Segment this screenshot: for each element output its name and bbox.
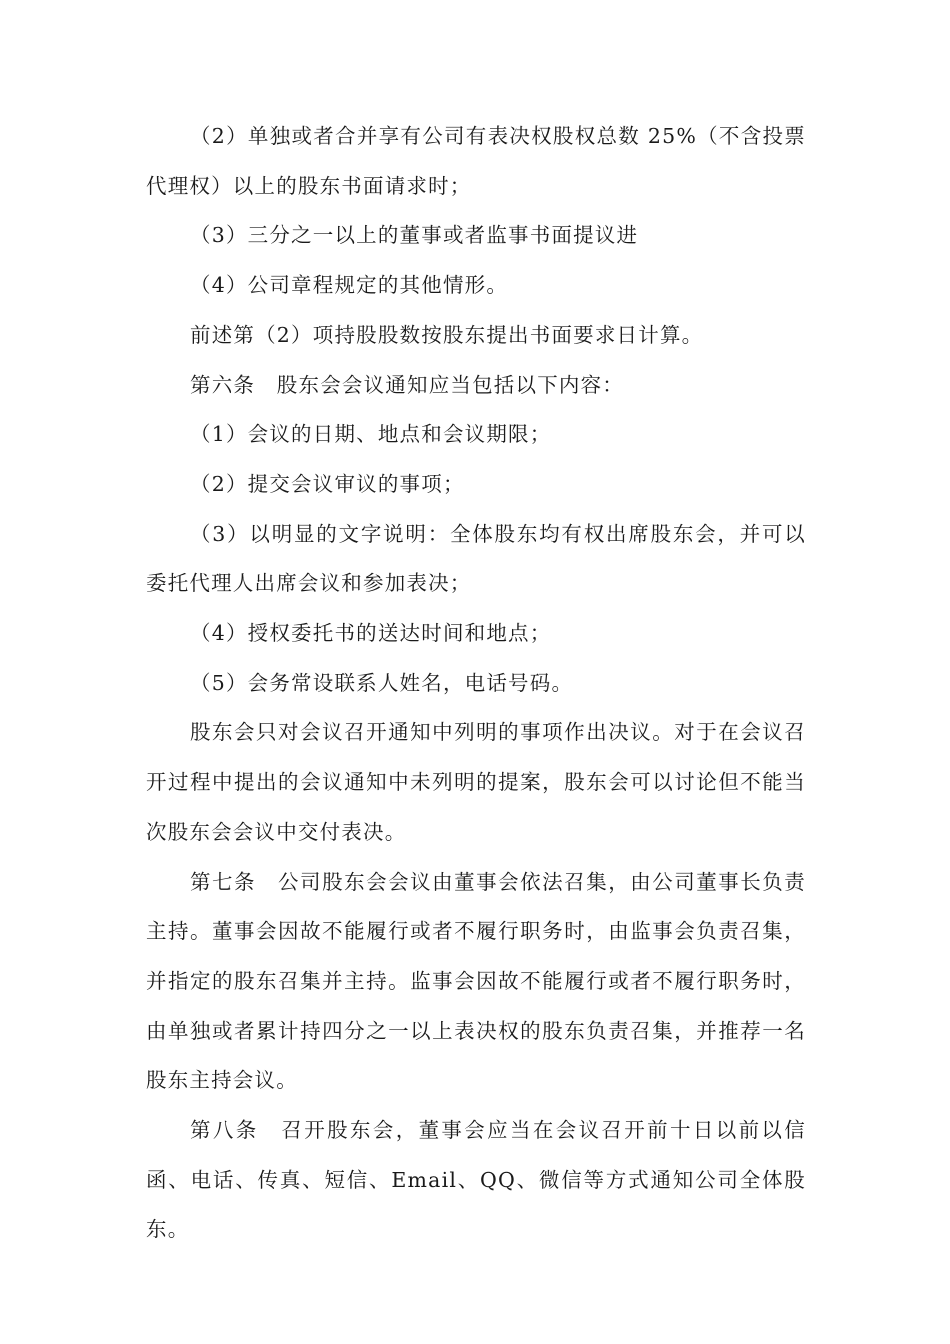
paragraph-item-2: （2）单独或者合并享有公司有表决权股权总数 25%（不含投票代理权）以上的股东书面请求时； <box>146 124 806 198</box>
paragraph-item-4: （4）公司章程规定的其他情形。 <box>190 273 509 298</box>
paragraph-note: 前述第（2）项持股股数按股东提出书面要求日计算。 <box>190 322 704 347</box>
paragraph-item-1: （1）会议的日期、地点和会议期限； <box>190 422 552 447</box>
paragraph-item-4b: （4）授权委托书的送达时间和地点； <box>190 621 552 646</box>
paragraph-resolution: 股东会只对会议召开通知中列明的事项作出决议。对于在会议召开过程中提出的会议通知中未列明的提案，股东会可以讨论但不能当次股东会会议中交付表决。 <box>146 720 806 844</box>
document-body <box>146 112 806 1255</box>
article-7: 第七条 公司股东会会议由董事会依法召集，由公司董事长负责主持。董事会因故不能履行或者不履行职务时，由监事会负责召集，并指定的股东召集并主持。监事会因故不能履行或者不履行职务时，由单独或者累计持四分之一以上表决权的股东负责召集，并推荐一名股东主持会议。 <box>146 869 806 1093</box>
article-8: 第八条 召开股东会，董事会应当在会议召开前十日以前以信函、电话、传真、短信、Email、QQ、微信等方式通知公司全体股东。 <box>146 1118 806 1242</box>
paragraph-item-2b: （2）提交会议审议的事项； <box>190 471 465 496</box>
paragraph-item-3: （3）三分之一以上的董事或者监事书面提议进 <box>190 223 639 248</box>
article-6-heading: 第六条 股东会会议通知应当包括以下内容： <box>190 372 624 397</box>
paragraph-item-3b: （3）以明显的文字说明：全体股东均有权出席股东会，并可以委托代理人出席会议和参加表决； <box>146 521 806 596</box>
paragraph-item-5b: （5）会务常设联系人姓名，电话号码。 <box>190 670 574 695</box>
